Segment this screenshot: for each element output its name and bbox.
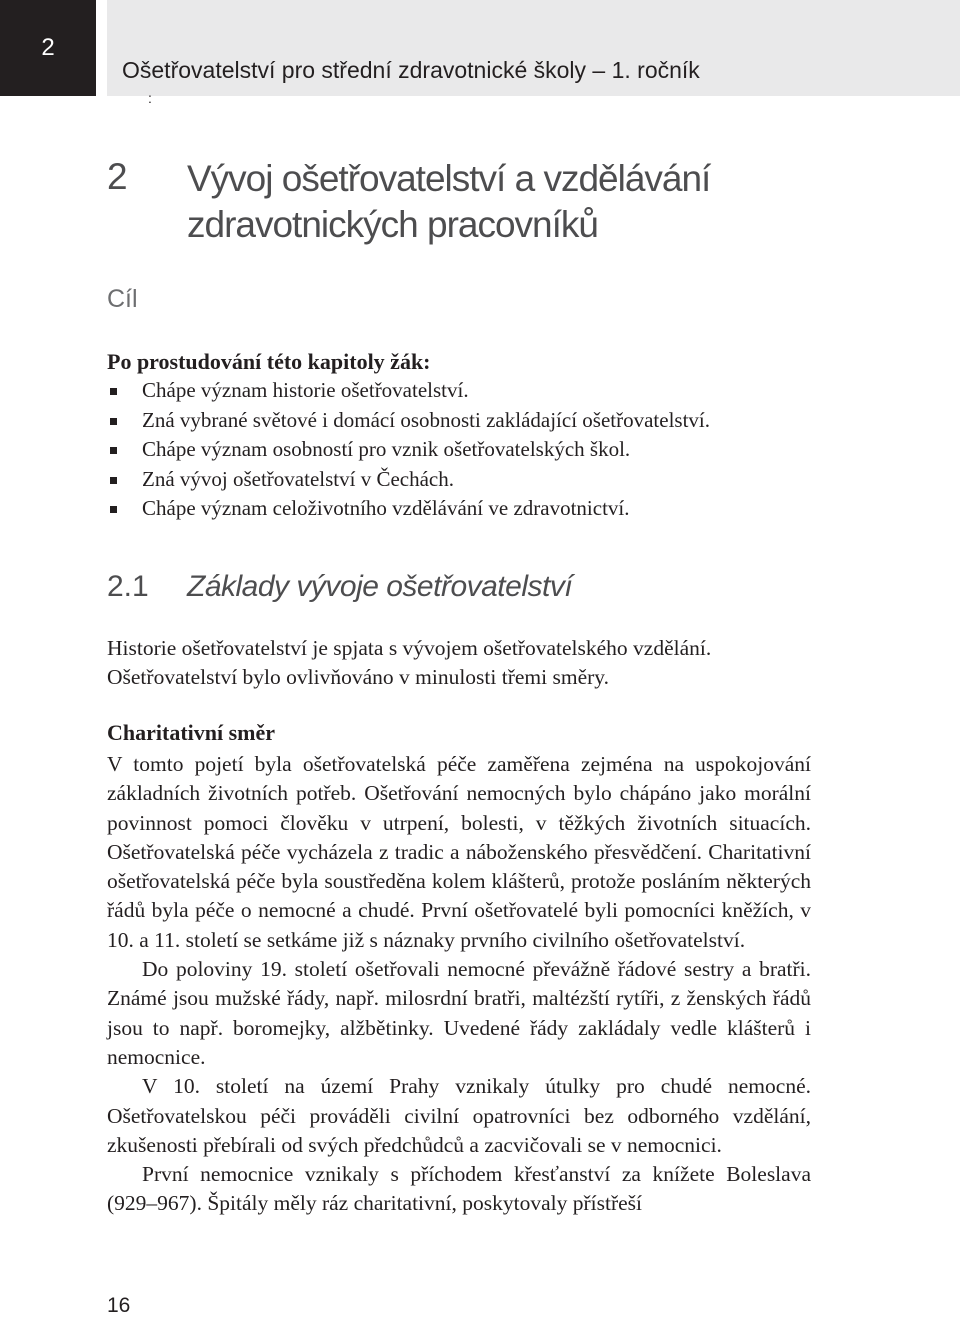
objective-item: [107, 435, 710, 465]
square-bullet-icon: [110, 388, 117, 395]
objective-text: Zná vybrané světové i domácí osobnosti zakládající ošetřovatelství.: [142, 407, 711, 432]
chapter-title-line-1: Vývoj ošetřovatelství a vzdělávání: [187, 158, 711, 199]
objective-item: [107, 376, 710, 406]
objective-text: Chápe význam osobností pro vznik ošetřovatelských škol.: [142, 437, 631, 461]
running-title: Ošetřovatelství pro střední zdravotnické školy – 1. ročník: [122, 57, 700, 83]
square-bullet-icon: [110, 477, 117, 484]
objective-item: [107, 406, 710, 436]
objective-text: Chápe význam celoživotního vzdělávání ve zdravotnictví.: [142, 496, 630, 520]
charity-text-block: [107, 750, 811, 1219]
objective-item: [107, 465, 710, 495]
page-number: 16: [107, 1294, 131, 1317]
section-intro-paragraph: Historie ošetřovatelství je spjata s vývojem ošetřovatelského vzdělání. Ošetřovatelství bylo ovlivňováno v minulosti třemi směry.: [107, 636, 712, 690]
header-mark: :: [148, 90, 152, 106]
objectives-list: [107, 376, 710, 524]
square-bullet-icon: [110, 418, 117, 425]
objectives-intro: Po prostudování této kapitoly žák:: [107, 349, 431, 374]
paragraph: Do poloviny 19. století ošetřovali nemocné převážně řádové sestry a bratři. Známé jsou mužské řády, např. milosrdní bratři, maltézští rytíři, z ženských řádů jsou to např. boromejky, alžbětinky. Uvedené řády zakládaly vedle klášterů i nemocnice.: [107, 957, 811, 1069]
objective-text: Chápe význam historie ošetřovatelství.: [142, 378, 469, 402]
chapter-title-line-2: zdravotnických pracovníků: [187, 204, 598, 245]
subheading-charity: Charitativní směr: [107, 720, 276, 745]
chapter-badge-number: 2: [41, 34, 55, 61]
square-bullet-icon: [110, 447, 117, 454]
objective-text: Zná vývoj ošetřovatelství v Čechách.: [142, 466, 454, 491]
goal-label: Cíl: [107, 285, 138, 313]
chapter-badge: [0, 0, 96, 96]
section-number: 2.1: [107, 570, 149, 603]
paragraph: V tomto pojetí byla ošetřovatelská péče zaměřena zejména na uspokojování základních životních potřeb. Ošetřování nemocných bylo chápáno jako morální povinnost pomoci člověku v utrpení, bolesti, v těžkých životních situacích. Ošetřovatelská péče vycházela z tradic a náboženského přesvědčení. Charitativní ošetřovatelská péče byla soustředěna kolem klášterů, protože posláním některých řádů byla péče o nemocné a chudé. První ošetřovatelé byli pomocníci kněžích, v 10. a 11. století se setkáme již s náznaky prvního civilního ošetřovatelství.: [107, 752, 811, 952]
square-bullet-icon: [110, 506, 117, 513]
objective-item: [107, 494, 710, 524]
chapter-number: 2: [107, 156, 127, 197]
paragraph: První nemocnice vznikaly s příchodem křesťanství za knížete Boleslava (929–967). Špitály měly ráz charitativní, poskytovaly přístřeší: [107, 1162, 811, 1216]
paragraph: V 10. století na území Prahy vznikaly útulky pro chudé nemocné. Ošetřovatelskou péči prováděli civilní opatrovníci bez odborného vzdělání, zkušenosti přebírali od svých předchůdců a zacvičovali se v nemocnici.: [107, 1074, 811, 1157]
chapter-title: [187, 156, 887, 248]
section-title: Základy vývoje ošetřovatelství: [187, 570, 573, 603]
